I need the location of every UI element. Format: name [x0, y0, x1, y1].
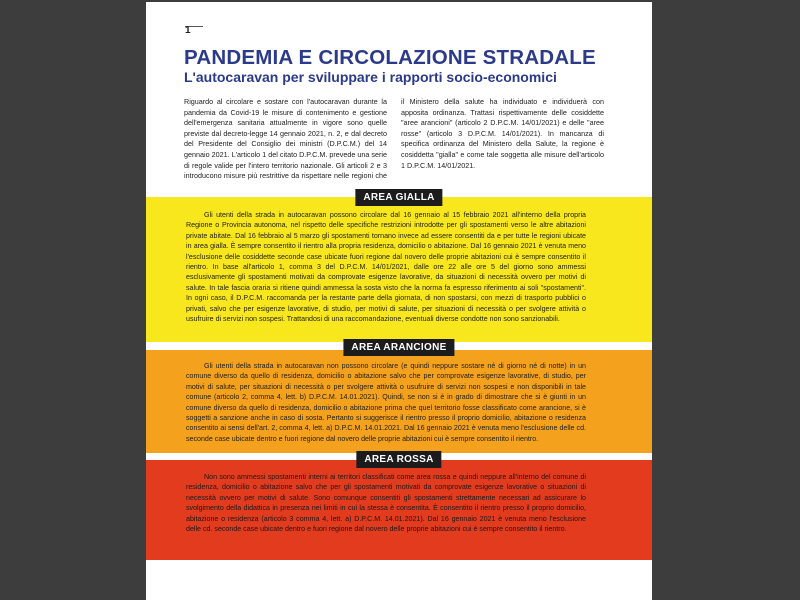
area-arancione-paragraph: Gli utenti della strada in autocaravan non possono circolare (e quindi neppure sostare né di giorno né di notte) in un comune diverso da quello di residenza, domicilio o abitazione salvo che per comprovate esigenze lavorative, di studio, per motivi di salute, per situazioni di necessità o per svolgere attività o usufruire di servizi non sospesi e non disponibili in tale comune (articolo 2, comma 4, lett. b) D.P.C.M. 14.01.2021). Quindi, se non si è in grado di dimostrare che si è giunti in un comune diverso da quello di residenza, domicilio o abitazione prima che quel territorio fosse classificato come arancione, si è soggetti a sanzione anche in caso di sosta. Pertanto si suggerisce il rientro presso il proprio domicilio, abitazione o residenza consentito ai sensi dell'art. 2, comma 4, lett. a) D.P.C.M. 14.01.2021. Dal 16 gennaio 2021 è venuta meno l'esclusione delle cd. seconde case ubicate dentro e fuori regione dal novero delle proprie abitazioni cui è sempre consentito il rientro.	[186, 362, 586, 443]
intro-paragraph: Riguardo al circolare e sostare con l'autocaravan durante la pandemia da Covid-19 le misure di contenimento e gestione dell'emergenza sanitaria attualmente in vigore sono quelle previste dal decreto-legge 14 gennaio 2021, n. 2, e dal decreto del Presidente del Consiglio dei ministri (D.P.C.M.) del 14 gennaio 2021. L'articolo 1 del citato D.P.C.M. prevede una serie di regole valide per l'intero territorio nazionale. Gli articoli 2 e 3 introducono misure più restrittive da rispettare nelle regioni che il Ministero della salute ha individuato e individuerà con apposita ordinanza. Trattasi rispettivamente delle cosiddette "aree arancioni" (articolo 2 D.P.C.M. 14/01/2021) e delle "aree rosse" (articolo 3 D.P.C.M. 14/01/2021). In mancanza di specifica ordinanza del Ministero della Salute, la regione è cosiddetta "gialla" e come tale soggetta alle misure dell'articolo 1 D.P.C.M. 14/01/2021.	[184, 97, 604, 181]
area-arancione-section	[146, 342, 652, 453]
area-rossa-paragraph: Non sono ammessi spostamenti interni ai territori classificati come area rossa e quindi neppure all'interno del comune di residenza, domicilio o abitazione salvo che per gli spostamenti motivati da comprovate esigenze lavorative o situazioni di necessità ovvero per motivi di salute. Sono comunque consentiti gli spostamenti strettamente necessari ad assicurare lo svolgimento della didattica in presenza nei limiti in cui la stessa è consentita. È consentito il rientro presso il proprio domicilio, abitazione o residenza (articolo 3 comma 4, lett. a) D.P.C.M. 14.01.2021). Dal 16 gennaio 2021 è venuta meno l'esclusione delle cd. seconde case ubicate dentro e fuori regione dal novero delle proprie abitazioni cui è sempre consentito il rientro.	[186, 473, 586, 534]
area-rossa-label: AREA ROSSA	[356, 451, 441, 468]
area-gialla-label: AREA GIALLA	[355, 189, 442, 206]
area-gialla-section	[146, 192, 652, 342]
page-number: 1	[185, 25, 191, 36]
intro-section	[184, 97, 604, 193]
page-title: PANDEMIA E CIRCOLAZIONE STRADALE	[184, 46, 596, 69]
area-gialla-paragraph: Gli utenti della strada in autocaravan possono circolare dal 16 gennaio al 15 febbraio 2021 all'interno della propria Regione o Provincia autonoma, nel rispetto delle specifiche restrizioni introdotte per gli spostamenti verso le altre abitazioni private abitate. Dal 16 febbraio al 5 marzo gli spostamenti tornano invece ad essere consentiti da e per tutte le regioni ubicate in area gialla. È sempre consentito il rientro alla propria residenza, domicilio o abitazione. Dal 16 gennaio 2021 è venuta meno l'esclusione delle cosiddette seconde case ubicate fuori regione dal novero delle proprie abitazioni cui è sempre consentito il rientro. In base all'articolo 1, comma 3 del D.P.C.M. 14/01/2021, dalle ore 22 alle ore 5 del giorno sono ammessi esclusivamente gli spostamenti motivati da comprovate esigenze lavorative, da situazioni di necessità ovvero per motivi di salute. In tale fascia oraria si ritiene quindi ammessa la sosta visto che la norma fa espresso riferimento ai soli "spostamenti". In ogni caso, il D.P.C.M. raccomanda per la restante parte della giornata, di non spostarsi, con mezzi di trasporto pubblici o privati, salvo che per esigenze lavorative, di studio, per motivi di salute, per situazioni di necessità o per svolgere attività o usufruire di servizi non sospesi. Trattandosi di una raccomandazione, eventuali diverse condotte non sono sanzionabili.	[186, 211, 586, 324]
document-page	[146, 2, 652, 600]
area-rossa-text	[186, 472, 586, 534]
area-rossa-section	[146, 454, 652, 560]
area-arancione-label: AREA ARANCIONE	[343, 339, 454, 356]
area-gialla-text	[186, 210, 586, 324]
page-subtitle: L'autocaravan per sviluppare i rapporti socio-economici	[184, 69, 557, 85]
area-arancione-text	[186, 361, 586, 444]
